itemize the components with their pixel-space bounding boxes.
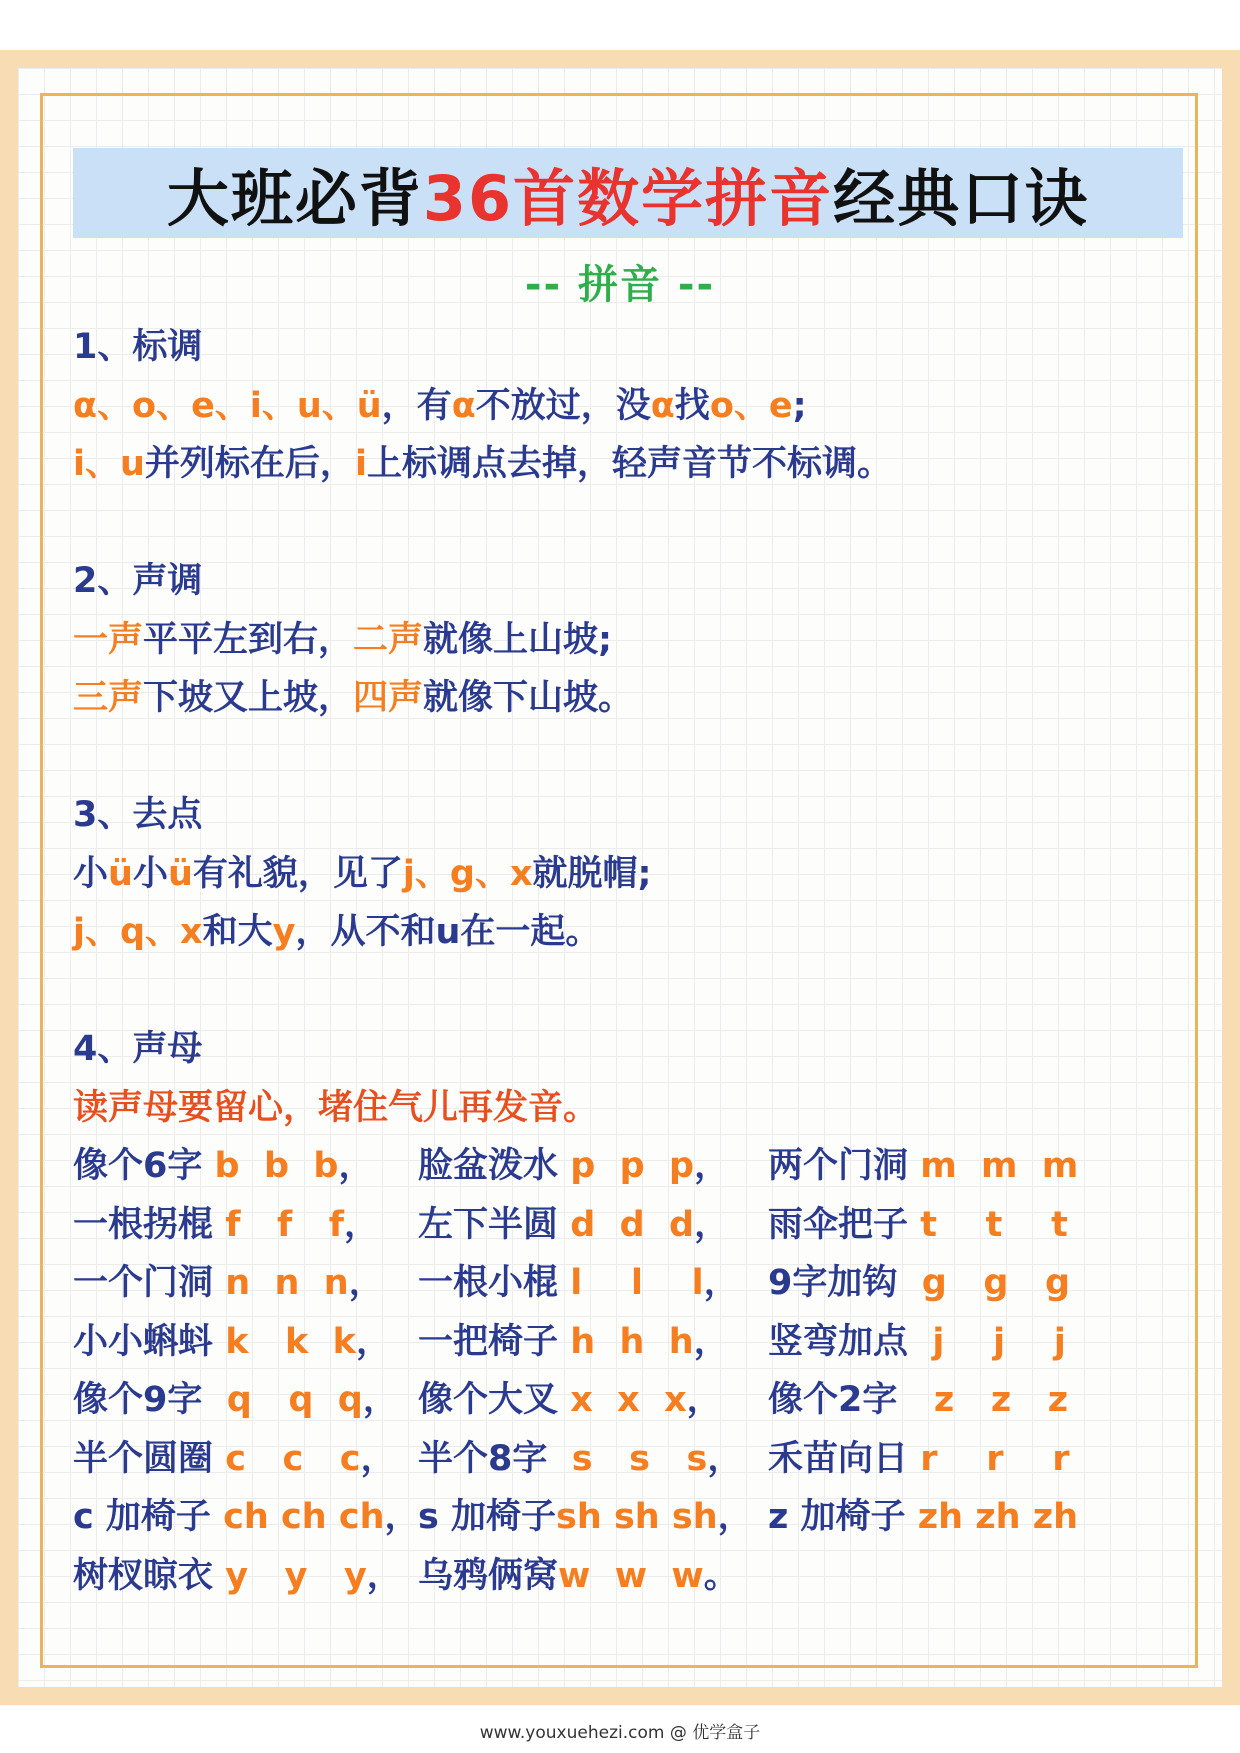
- initial-letters: n n n: [213, 1263, 349, 1303]
- punctuation: ，: [338, 1146, 374, 1186]
- section-gap: [73, 494, 1193, 553]
- punctuation: ，: [355, 1321, 391, 1362]
- initial-shape-label: 一根小棍: [418, 1263, 559, 1303]
- initial-shape-label: 像个2字: [768, 1380, 898, 1420]
- initial-letters: s s s: [547, 1438, 708, 1479]
- initial-letters: h h h: [558, 1321, 694, 1362]
- rhyme-line: [73, 669, 1193, 728]
- initial-shape-label: 左下半圆: [418, 1204, 559, 1245]
- rule-sections: [73, 318, 1193, 1020]
- initial-letters: f f f: [213, 1204, 344, 1245]
- highlight-text: j、q、x: [73, 912, 203, 952]
- punctuation: ，: [717, 1497, 753, 1537]
- initial-shape-label: 两个门洞: [768, 1146, 909, 1186]
- highlight-text: i、u: [73, 444, 145, 484]
- initial-letters: m m m: [908, 1146, 1079, 1186]
- punctuation: 。: [703, 1555, 739, 1596]
- title-part-2: 36首数学拼音: [422, 161, 834, 235]
- initial-letters: b b b: [202, 1146, 339, 1186]
- punctuation: ，: [694, 1146, 730, 1186]
- rhyme-text: ，从不和u在一起。: [295, 912, 601, 952]
- highlight-text: i: [354, 444, 367, 484]
- rhyme-line: [73, 611, 1193, 670]
- section-heading: 1、标调: [73, 327, 203, 367]
- grid-paper: [18, 68, 1222, 1687]
- initial-letters: y y y: [213, 1555, 367, 1596]
- initial-shape-label: 一个门洞: [73, 1263, 214, 1303]
- highlight-text: 三声: [73, 678, 144, 718]
- initial-cell: [73, 1137, 418, 1196]
- section-heading: 4、声母: [73, 1029, 203, 1069]
- initial-letters: w w w: [558, 1555, 704, 1596]
- rhyme-text: 平平左到右，: [143, 619, 354, 660]
- initial-shape-label: c 加椅子: [73, 1497, 211, 1537]
- initials-intro: 读声母要留心，堵住气儿再发音。: [73, 1087, 599, 1128]
- initial-cell: [418, 1313, 768, 1372]
- highlight-text: 四声: [353, 678, 424, 718]
- initial-cell: [418, 1254, 768, 1313]
- initial-shape-label: 一根拐棍: [73, 1204, 214, 1245]
- highlight-text: ü: [108, 853, 133, 894]
- initial-shape-label: 小小蝌蚪: [73, 1321, 214, 1362]
- initial-cell: [418, 1488, 768, 1547]
- rhyme-text: 不放过，没: [475, 385, 651, 426]
- punctuation: ，: [362, 1380, 398, 1420]
- initials-row: [73, 1488, 1193, 1547]
- punctuation: ，: [366, 1555, 402, 1596]
- highlight-text: ü: [167, 853, 193, 894]
- initial-shape-label: 竖弯加点: [768, 1321, 909, 1362]
- initial-cell: [73, 1488, 418, 1547]
- initial-cell: [768, 1430, 1193, 1489]
- initial-letters: ch ch ch: [210, 1497, 385, 1537]
- initial-letters: r r r: [908, 1438, 1070, 1479]
- initial-letters: t t t: [908, 1204, 1068, 1245]
- initial-shape-label: 像个大叉: [418, 1380, 559, 1420]
- initial-shape-label: 一把椅子: [418, 1321, 559, 1362]
- rhyme-text: 小: [73, 853, 109, 894]
- initial-shape-label: 禾苗向日: [768, 1438, 909, 1479]
- initial-cell: [768, 1313, 1193, 1372]
- section-heading: 3、去点: [73, 795, 203, 835]
- initial-letters: l l l: [558, 1263, 704, 1303]
- initial-shape-label: 9字加钩: [768, 1263, 898, 1303]
- initial-letters: q q q: [202, 1380, 363, 1420]
- punctuation: ，: [348, 1263, 384, 1303]
- initials-row: [73, 1371, 1193, 1430]
- rhyme-line: [73, 903, 1193, 962]
- initials-row: [73, 1313, 1193, 1372]
- initial-shape-label: 雨伞把子: [768, 1204, 909, 1245]
- punctuation: ，: [693, 1321, 729, 1362]
- initial-cell: [418, 1371, 768, 1430]
- section-initials: [73, 1020, 1193, 1605]
- initial-cell: [418, 1430, 768, 1489]
- initial-letters: c c c: [213, 1438, 361, 1479]
- initial-shape-label: 像个6字: [73, 1146, 203, 1186]
- section-subtitle: -- 拼音 --: [524, 262, 716, 308]
- highlight-text: α: [650, 385, 675, 426]
- initial-cell: [73, 1254, 418, 1313]
- section-heading: 2、声调: [73, 561, 203, 601]
- highlight-text: α: [451, 385, 476, 426]
- rhyme-text: 就脱帽;: [532, 853, 652, 894]
- initials-row: [73, 1137, 1193, 1196]
- initial-shape-label: 乌鸦俩窝: [418, 1555, 559, 1596]
- initial-letters: z z z: [897, 1380, 1069, 1420]
- initials-row: [73, 1254, 1193, 1313]
- rhyme-text: ;: [792, 385, 807, 426]
- title-part-1: 大班必背: [166, 161, 423, 235]
- page-frame: [0, 50, 1240, 1705]
- initial-cell: [418, 1196, 768, 1255]
- rhyme-line: [73, 377, 1193, 436]
- rhyme-text: ，有: [381, 385, 452, 426]
- initial-cell: [418, 1137, 768, 1196]
- initial-cell: [73, 1313, 418, 1372]
- initials-row: [73, 1547, 1193, 1606]
- initial-letters: x x x: [558, 1380, 687, 1420]
- punctuation: ，: [686, 1380, 722, 1420]
- initial-cell: [73, 1547, 418, 1606]
- rhyme-text: 和大: [202, 912, 273, 952]
- initial-shape-label: 像个9字: [73, 1380, 203, 1420]
- rhyme-text: 并列标在后，: [144, 444, 355, 484]
- initial-cell: [768, 1371, 1193, 1430]
- rhyme-content: [73, 318, 1193, 1605]
- initials-table: [73, 1137, 1193, 1605]
- initials-row: [73, 1430, 1193, 1489]
- title-part-3: 经典口诀: [833, 161, 1090, 235]
- initial-letters: zh zh zh: [905, 1497, 1078, 1537]
- punctuation: ，: [360, 1438, 396, 1479]
- initial-cell: [73, 1196, 418, 1255]
- initial-letters: g g g: [897, 1263, 1071, 1303]
- punctuation: ，: [344, 1204, 380, 1245]
- highlight-text: α、o、e、i、u、ü: [73, 385, 382, 426]
- initial-letters: j j j: [908, 1321, 1066, 1362]
- initial-letters: p p p: [558, 1146, 695, 1186]
- rhyme-line: [73, 845, 1193, 904]
- initial-cell: [73, 1371, 418, 1430]
- rhyme-text: 下坡又上坡，: [143, 678, 354, 718]
- rhyme-text: 就像下山坡。: [423, 678, 634, 718]
- initial-cell: [768, 1196, 1193, 1255]
- initial-cell: [768, 1137, 1193, 1196]
- punctuation: ，: [694, 1204, 730, 1245]
- initial-cell: [768, 1488, 1193, 1547]
- initial-cell: [768, 1254, 1193, 1313]
- section-gap: [73, 728, 1193, 787]
- punctuation: ，: [384, 1497, 420, 1537]
- title-banner: [73, 148, 1183, 238]
- initial-letters: sh sh sh: [556, 1497, 718, 1537]
- rhyme-line: [73, 435, 1193, 494]
- initial-letters: d d d: [558, 1204, 695, 1245]
- section-gap: [73, 962, 1193, 1021]
- punctuation: ，: [703, 1263, 739, 1303]
- initial-shape-label: 半个8字: [418, 1438, 548, 1479]
- initial-letters: k k k: [213, 1321, 356, 1362]
- highlight-text: o、e: [709, 385, 793, 426]
- highlight-text: 一声: [73, 619, 144, 660]
- initial-shape-label: s 加椅子: [418, 1497, 557, 1537]
- rhyme-text: 有礼貌，见了: [192, 853, 403, 894]
- initial-shape-label: 脸盆泼水: [418, 1146, 559, 1186]
- punctuation: ，: [707, 1438, 743, 1479]
- initial-cell: [418, 1547, 768, 1606]
- initial-cell: [768, 1547, 1193, 1606]
- highlight-text: j、g、x: [402, 853, 533, 894]
- highlight-text: y: [272, 912, 296, 952]
- initial-shape-label: z 加椅子: [768, 1497, 906, 1537]
- initials-row: [73, 1196, 1193, 1255]
- rhyme-text: 找: [674, 385, 710, 426]
- initial-shape-label: 半个圆圈: [73, 1438, 214, 1479]
- highlight-text: 二声: [353, 619, 424, 660]
- rhyme-text: 上标调点去掉，轻声音节不标调。: [366, 444, 892, 484]
- initial-cell: [73, 1430, 418, 1489]
- rhyme-text: 就像上山坡;: [423, 619, 613, 660]
- initial-shape-label: 树杈晾衣: [73, 1555, 214, 1596]
- rhyme-text: 小: [132, 853, 168, 894]
- footer-watermark: www.youxuehezi.com @ 优学盒子: [479, 1723, 761, 1743]
